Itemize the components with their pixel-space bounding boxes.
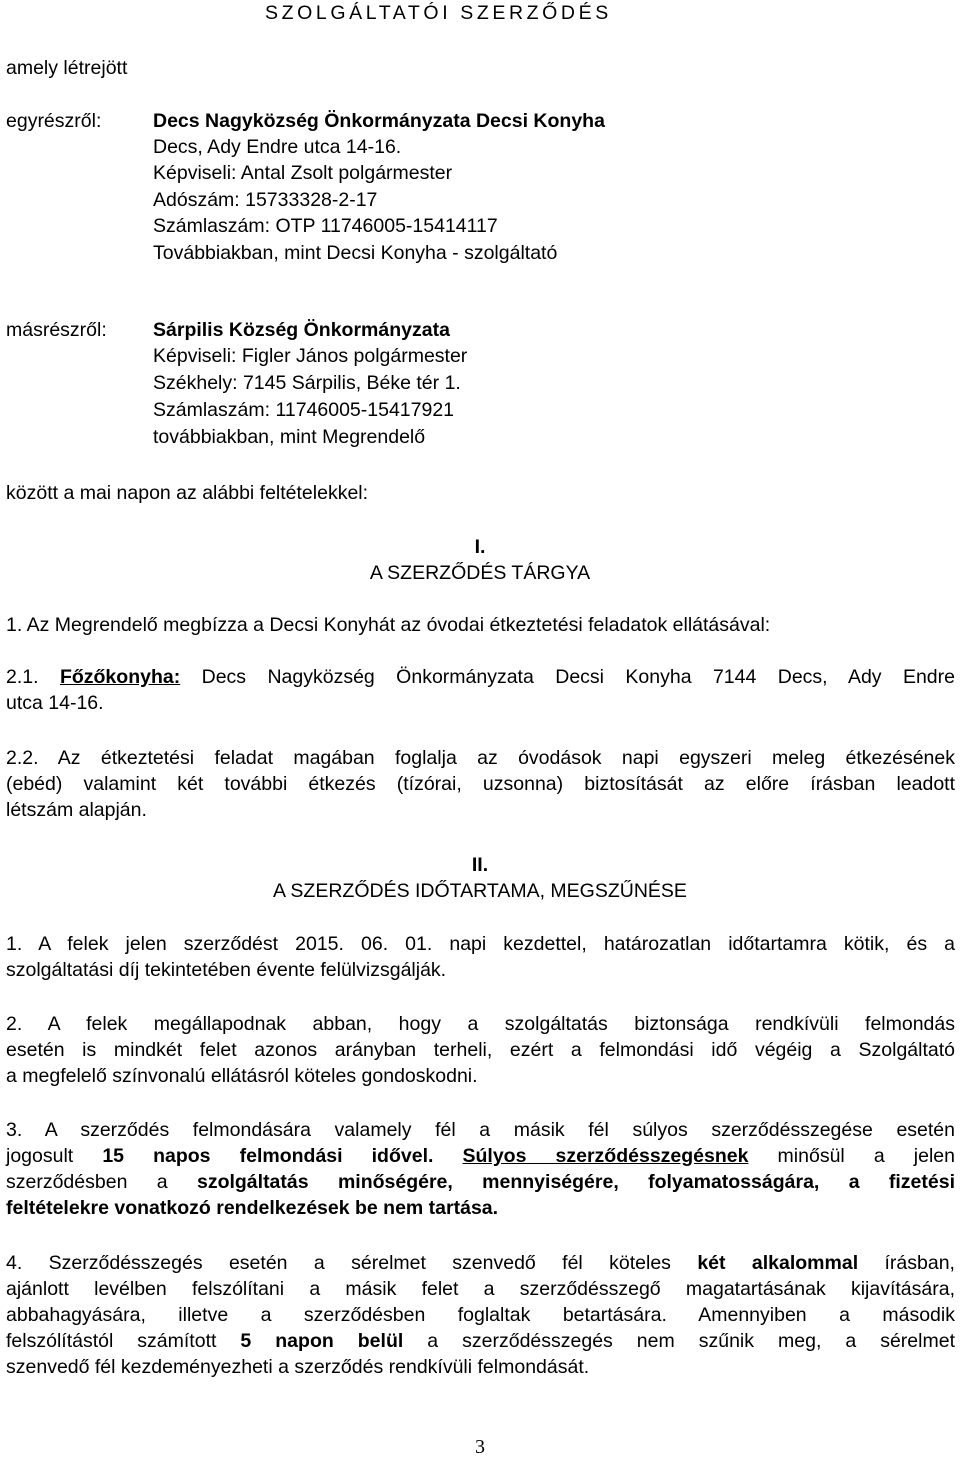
document-title: SZOLGÁLTATÓI SZERZŐDÉS [265,2,612,24]
two-times: két alkalommal [697,1252,859,1274]
party1-line: Képviseli: Antal Zsolt polgármester [153,162,453,184]
section2-paragraph-3 [6,1117,955,1221]
paragraph-line: szenvedő fél kezdeményezheti a szerződés rendkívüli felmondását. [6,1356,590,1378]
paragraph-line: (ebéd) valamint két további étkezés (tízórai, uzsonna) biztosítását az előre írásban leadott [6,773,955,795]
text-span: írásban, [858,1252,955,1274]
paragraph-line: ajánlott levélben felszólítani a másik felet a szerződésszegő magatartásának kijavítására, [6,1278,955,1300]
party1-line: Továbbiakban, mint Decsi Konyha - szolgáltató [153,242,558,264]
text-span: felszólítástól számított [6,1330,241,1352]
paragraph-line: 2. A felek megállapodnak abban, hogy a szolgáltatás biztonsága rendkívüli felmondás [6,1013,955,1035]
text-span: minősül a jelen [748,1145,955,1167]
party2-line: továbbiakban, mint Megrendelő [153,426,426,448]
party2-name: Sárpilis Község Önkormányzata [153,319,450,341]
section1-number: I. [474,536,486,558]
paragraph-line: esetén is mindkét felet azonos arányban terheli, ezért a felmondási idő végéig a Szolgáltató [6,1039,955,1061]
section1-paragraph-1: 1. Az Megrendelő megbízza a Decsi Konyhát az óvodai étkeztetési feladatok ellátásával: [6,614,771,636]
kitchen-address-cont: utca 14-16. [6,692,104,714]
paragraph-line: szolgáltatási díj tekintetében évente felülvizsgálják. [6,959,447,981]
text-span [433,1145,462,1167]
section2-paragraph-1 [6,931,955,983]
breach-term: Súlyos szerződésszegésnek [462,1145,749,1167]
section2-paragraph-4 [6,1250,955,1380]
party1-name: Decs Nagyközség Önkormányzata Decsi Konyha [153,110,605,132]
text-span: jogosult [6,1145,103,1167]
section2-heading: A SZERZŐDÉS IDŐTARTAMA, MEGSZŰNÉSE [273,880,687,902]
section1-paragraph-2-1 [6,664,955,716]
kitchen-address: Decs Nagyközség Önkormányzata Decsi Konyha 7144 Decs, Ady Endre [180,666,955,688]
party2-line: Számlaszám: 11746005-15417921 [153,399,455,421]
breach-conditions: szolgáltatás minőségére, mennyiségére, folyamatosságára, a fizetési [196,1171,955,1193]
paragraph-line: 2.2. Az étkeztetési feladat magában foglalja az óvodások napi egyszeri meleg étkezésének [6,747,955,769]
section1-paragraph-2-2 [6,745,955,823]
paragraph-line: létszám alapján. [6,799,147,821]
party1-line: Decs, Ady Endre utca 14-16. [153,136,402,158]
five-days: 5 napon belül [240,1330,404,1352]
party2-label: másrészről: [6,319,107,341]
kitchen-label: Főzőkonyha: [59,666,181,688]
text-span: a szerződésszegés nem szűnik meg, a sérelmet [403,1330,955,1352]
paragraph-line: abbahagyására, illetve a szerződésben foglaltak betartására. Amennyiben a második [6,1304,955,1326]
conditions-text: között a mai napon az alábbi feltételekkel: [6,482,369,504]
party1-label: egyrészről: [6,110,102,132]
section2-number: II. [471,854,489,876]
paragraph-line: a megfelelő színvonalú ellátásról köteles gondoskodni. [6,1065,478,1087]
paragraph-line: 1. A felek jelen szerződést 2015. 06. 01. napi kezdettel, határozatlan időtartamra kötik, és a [6,933,955,955]
party2-line: Képviseli: Figler János polgármester [153,345,468,367]
paragraph-line: 3. A szerződés felmondására valamely fél a másik fél súlyos szerződésszegése esetén [6,1119,955,1141]
paragraph-number: 2.1. [6,666,60,688]
text-span: szerződésben a [6,1171,197,1193]
party1-line: Számlaszám: OTP 11746005-15414117 [153,215,498,237]
page-number: 3 [475,1436,485,1458]
intro-text: amely létrejött [6,57,128,79]
breach-conditions-cont: feltételekre vonatkozó rendelkezések be nem tartása. [6,1197,499,1219]
party1-line: Adószám: 15733328-2-17 [153,189,378,211]
section1-heading: A SZERZŐDÉS TÁRGYA [369,562,591,584]
notice-period: 15 napos felmondási idővel. [102,1145,434,1167]
section2-paragraph-2 [6,1011,955,1089]
party2-line: Székhely: 7145 Sárpilis, Béke tér 1. [153,372,461,394]
text-span: 4. Szerződésszegés esetén a sérelmet szenvedő fél köteles [6,1252,698,1274]
